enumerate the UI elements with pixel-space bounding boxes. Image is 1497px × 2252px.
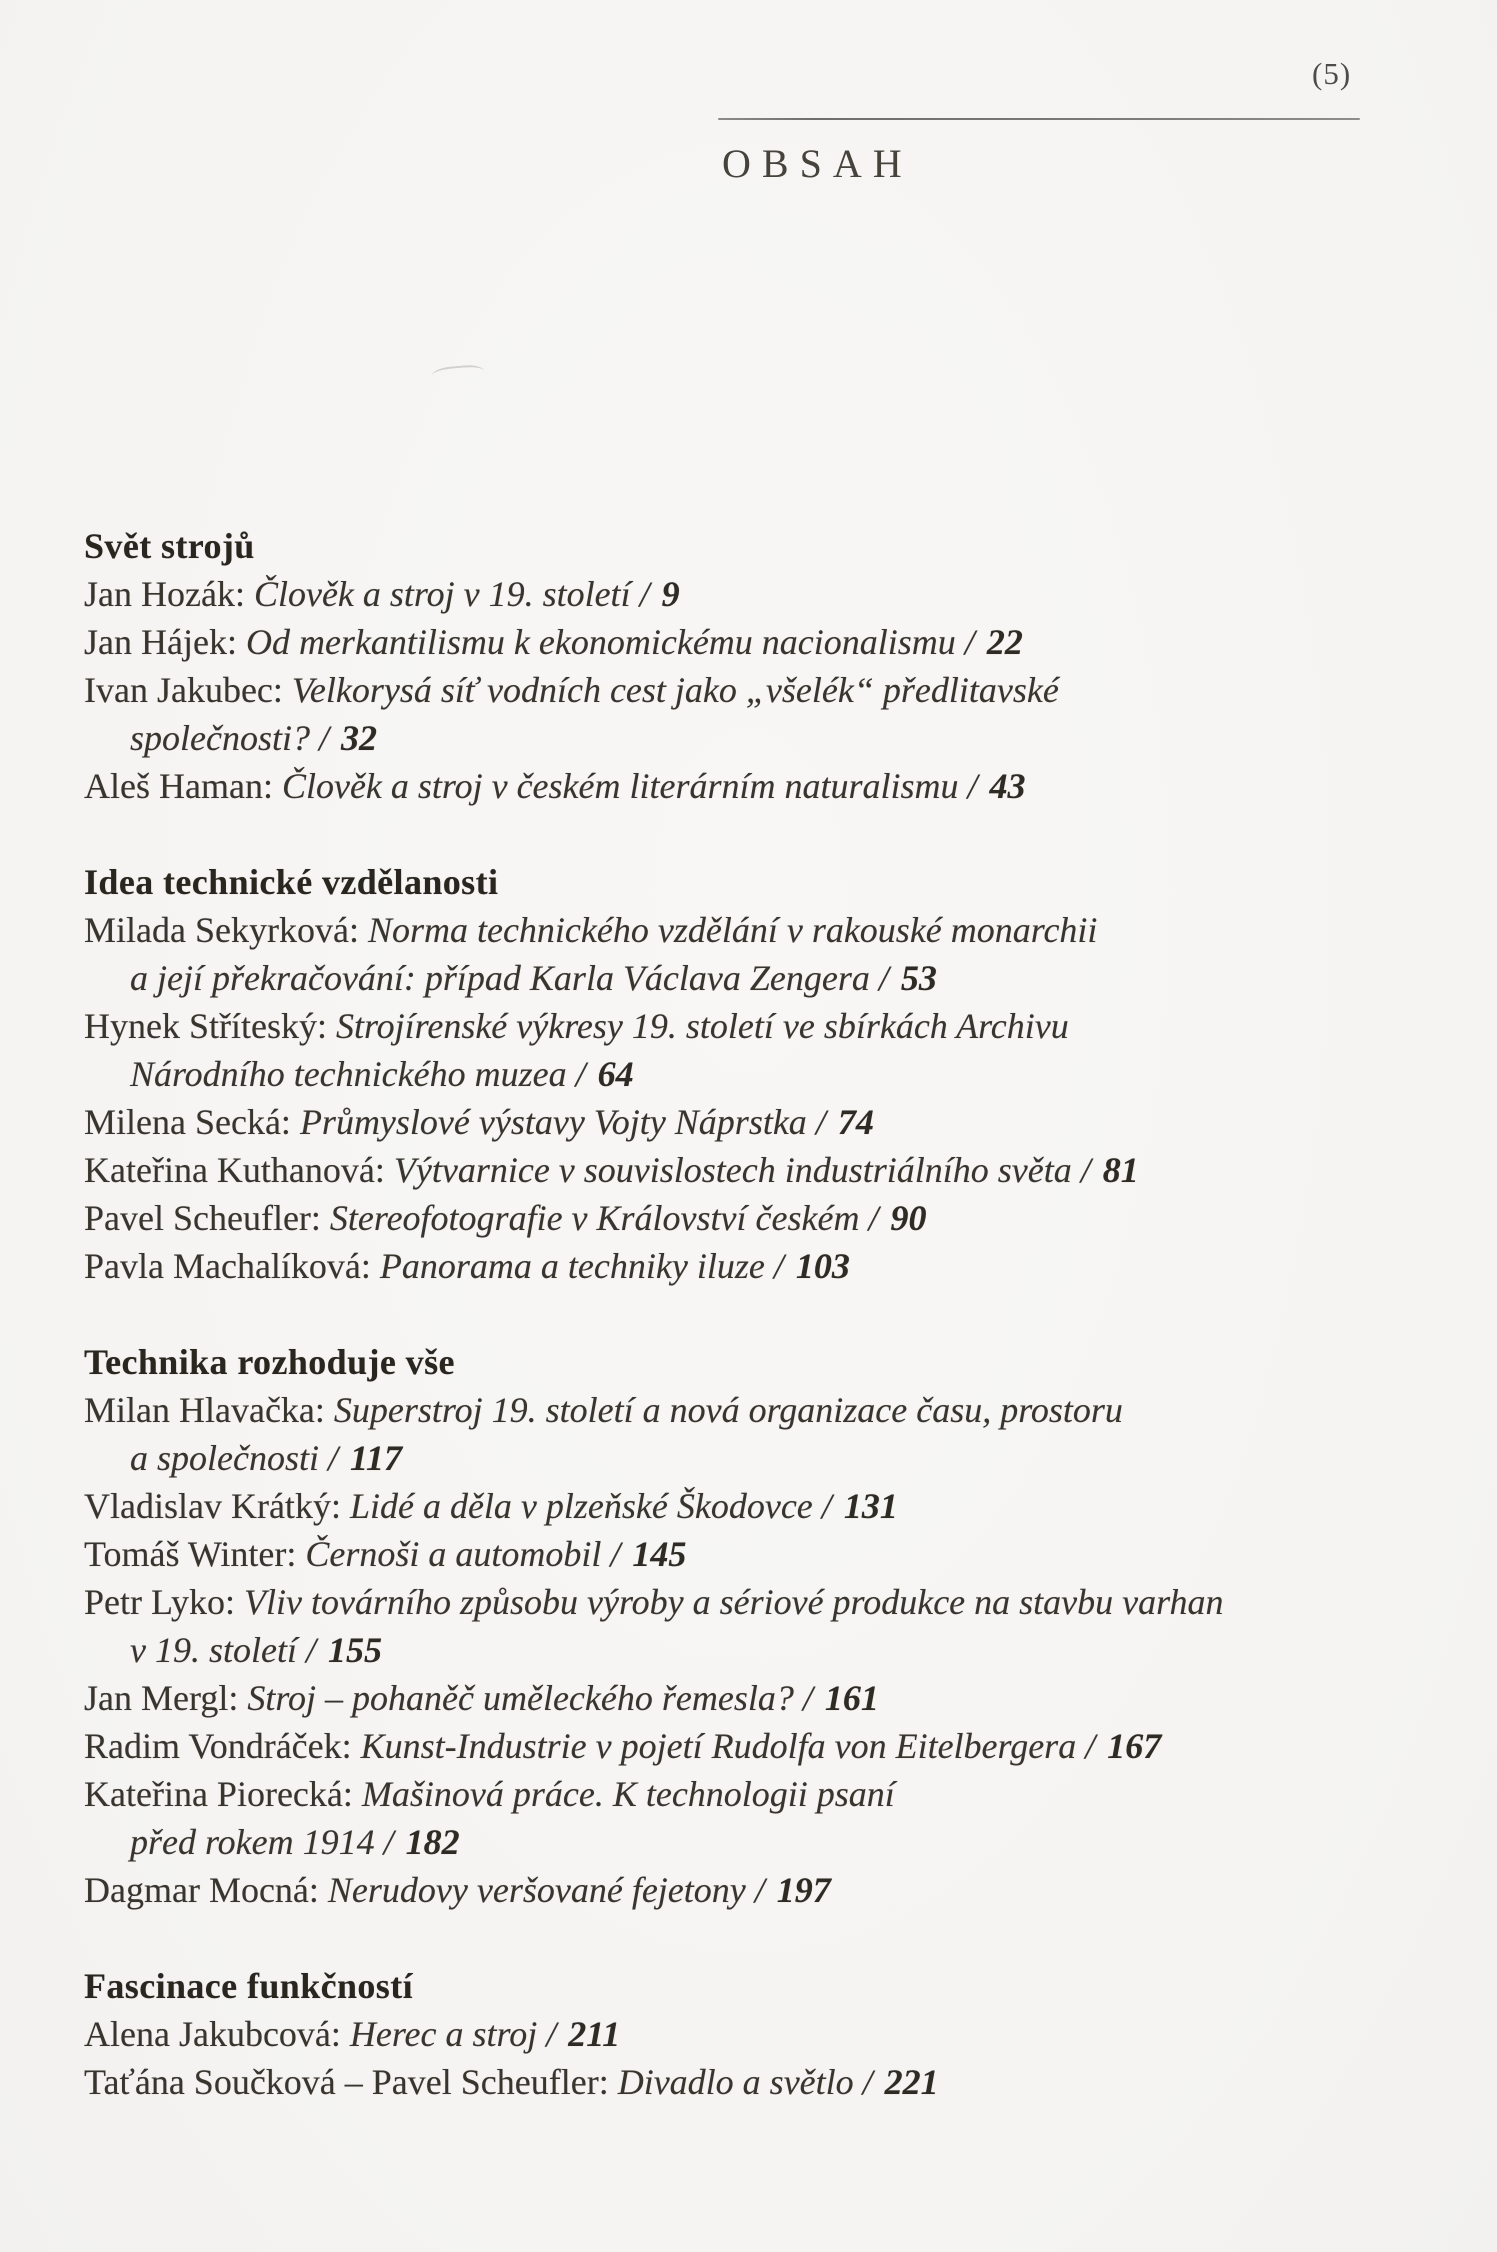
toc-pagenum: 155: [328, 1630, 382, 1670]
toc-pagenum: 131: [843, 1486, 898, 1526]
toc-line: [84, 1722, 1444, 1770]
toc-line: [84, 2058, 1444, 2106]
toc-title: Vliv továrního způsobu výroby a sériové produkce na stavbu varhan: [244, 1582, 1224, 1622]
toc-line: [84, 1674, 1444, 1722]
toc-title: Velkorysá síť vodních cest jako „všelék“ předlitavské: [291, 670, 1059, 710]
toc-title: /: [958, 766, 987, 806]
toc-title: a společnosti: [130, 1438, 319, 1478]
section-heading: Idea technické vzdělanosti: [84, 862, 499, 902]
toc-pagenum: 167: [1107, 1726, 1162, 1766]
toc-title: Herec a stroj: [349, 2014, 538, 2054]
toc-title: Kunst-Industrie v pojetí Rudolfa von Eitelbergera: [360, 1726, 1077, 1766]
toc-author: Jan Hájek:: [84, 622, 246, 662]
toc-line: [84, 1098, 1444, 1146]
toc-title: /: [318, 1438, 347, 1478]
toc-pagenum: 161: [824, 1678, 879, 1718]
toc-title: /: [955, 622, 984, 662]
toc-line: [84, 1530, 1444, 1578]
toc-title: Panorama a techniky iluze: [379, 1246, 765, 1286]
toc-pagenum: 197: [776, 1870, 831, 1910]
toc-line: [84, 1386, 1444, 1434]
toc-title: Nerudovy veršované fejetony: [327, 1870, 746, 1910]
toc-line: [84, 1626, 1444, 1674]
toc-pagenum: 117: [350, 1438, 403, 1478]
toc-pagenum: 22: [986, 622, 1023, 662]
toc-title: Člověk a stroj v českém literárním naturalismu: [281, 766, 959, 806]
toc-section: [84, 522, 1444, 810]
toc-title: před rokem 1914: [130, 1822, 375, 1862]
toc-section: [84, 858, 1444, 1290]
toc-line: [84, 906, 1444, 954]
toc-line: [84, 1146, 1444, 1194]
toc-pagenum: 64: [597, 1054, 634, 1094]
toc-author: Ivan Jakubec:: [84, 670, 292, 710]
toc-title: a její překračování: případ Karla Václava Zengera: [130, 958, 870, 998]
page-title: OBSAH: [722, 141, 913, 186]
toc-author: Aleš Haman:: [84, 766, 282, 806]
toc-title: Superstroj 19. století a nová organizace času, prostoru: [333, 1390, 1123, 1430]
toc-author: Kateřina Kuthanová:: [84, 1150, 394, 1190]
toc-author: Milan Hlavačka:: [84, 1390, 334, 1430]
toc-title: Průmyslové výstavy Vojty Náprstka: [299, 1102, 807, 1142]
toc-section: [84, 1338, 1444, 1914]
toc-title: Strojírenské výkresy 19. století ve sbírkách Archivu: [335, 1006, 1069, 1046]
toc-pagenum: 90: [890, 1198, 927, 1238]
toc-author: Jan Mergl:: [84, 1678, 248, 1718]
section-heading: Technika rozhoduje vše: [84, 1342, 455, 1382]
toc-title: /: [374, 1822, 403, 1862]
toc-author: Pavla Machalíková:: [84, 1246, 380, 1286]
toc-title: /: [309, 718, 338, 758]
toc-pagenum: 182: [405, 1822, 460, 1862]
toc-line: [84, 954, 1444, 1002]
toc-title: /: [630, 574, 659, 614]
toc-title: Stereofotografie v Království českém: [329, 1198, 860, 1238]
toc-pagenum: 9: [661, 574, 680, 614]
toc-title: /: [745, 1870, 774, 1910]
toc-title: /: [812, 1486, 841, 1526]
toc-title: /: [764, 1246, 793, 1286]
section-heading: Svět strojů: [84, 526, 255, 566]
toc-author: Vladislav Krátký:: [84, 1486, 350, 1526]
toc-line: [84, 1866, 1444, 1914]
toc-author: Milena Secká:: [84, 1102, 300, 1142]
toc-pagenum: 145: [632, 1534, 687, 1574]
toc-title: Černoši a automobil: [305, 1534, 602, 1574]
toc-line: [84, 1002, 1444, 1050]
toc-title: Mašinová práce. K technologii psaní: [361, 1774, 895, 1814]
toc-line: [84, 1770, 1444, 1818]
toc-line: [84, 618, 1444, 666]
toc-author: Taťána Součková – Pavel Scheufler:: [84, 2062, 618, 2102]
toc-title: společnosti?: [130, 718, 310, 758]
toc-author: Kateřina Piorecká:: [84, 1774, 362, 1814]
toc-title: /: [601, 1534, 630, 1574]
toc-line: [84, 570, 1444, 618]
toc-title: Od merkantilismu k ekonomickému nacionalismu: [245, 622, 956, 662]
toc-title: /: [1076, 1726, 1105, 1766]
toc-pagenum: 103: [795, 1246, 850, 1286]
header-rule: [718, 118, 1360, 120]
toc-author: Radim Vondráček:: [84, 1726, 361, 1766]
toc-author: Milada Sekyrková:: [84, 910, 368, 950]
toc-pagenum: 32: [341, 718, 377, 758]
toc-title: Národního technického muzea: [130, 1054, 567, 1094]
toc-pagenum: 74: [837, 1102, 874, 1142]
toc-pagenum: 43: [989, 766, 1026, 806]
toc-author: Tomáš Winter:: [84, 1534, 306, 1574]
toc-author: Petr Lyko:: [84, 1582, 244, 1622]
toc-line: [84, 666, 1444, 714]
section-heading: Fascinace funkčností: [84, 1966, 414, 2006]
toc-author: Pavel Scheufler:: [84, 1198, 330, 1238]
toc-pagenum: 211: [568, 2014, 621, 2054]
toc-title: v 19. století: [130, 1630, 297, 1670]
toc-line: [84, 714, 1444, 762]
page-number: (5): [1312, 56, 1352, 91]
toc-title: Lidé a děla v plzeňské Škodovce: [349, 1486, 813, 1526]
toc-pagenum: 221: [884, 2062, 939, 2102]
toc-title: /: [793, 1678, 822, 1718]
toc-title: /: [537, 2014, 566, 2054]
toc-pagenum: 81: [1102, 1150, 1139, 1190]
toc-author: Dagmar Mocná:: [84, 1870, 328, 1910]
toc-author: Alena Jakubcová:: [84, 2014, 350, 2054]
toc-title: /: [853, 2062, 882, 2102]
toc-line: [84, 1578, 1444, 1626]
toc-line: [84, 1242, 1444, 1290]
toc-title: /: [806, 1102, 835, 1142]
toc-line: [84, 2010, 1444, 2058]
toc-line: [84, 1434, 1444, 1482]
toc-line: [84, 1050, 1444, 1098]
pencil-mark-artifact: [431, 364, 484, 382]
toc-title: /: [566, 1054, 595, 1094]
toc-title: Divadlo a světlo: [617, 2062, 854, 2102]
toc-line: [84, 1818, 1444, 1866]
toc-line: [84, 1194, 1444, 1242]
toc-title: Stroj – pohaněč uměleckého řemesla?: [247, 1678, 794, 1718]
toc-title: Člověk a stroj v 19. století: [253, 574, 631, 614]
toc-title: /: [1071, 1150, 1100, 1190]
toc-author: Jan Hozák:: [84, 574, 254, 614]
toc-author: Hynek Stříteský:: [84, 1006, 336, 1046]
toc-title: Norma technického vzdělání v rakouské monarchii: [367, 910, 1098, 950]
toc-pagenum: 53: [900, 958, 937, 998]
toc-section: [84, 1962, 1444, 2106]
toc-line: [84, 762, 1444, 810]
toc-title: /: [869, 958, 898, 998]
toc-title: Výtvarnice v souvislostech industriálního světa: [393, 1150, 1072, 1190]
toc-title: /: [296, 1630, 325, 1670]
toc-line: [84, 1482, 1444, 1530]
toc-title: /: [859, 1198, 888, 1238]
